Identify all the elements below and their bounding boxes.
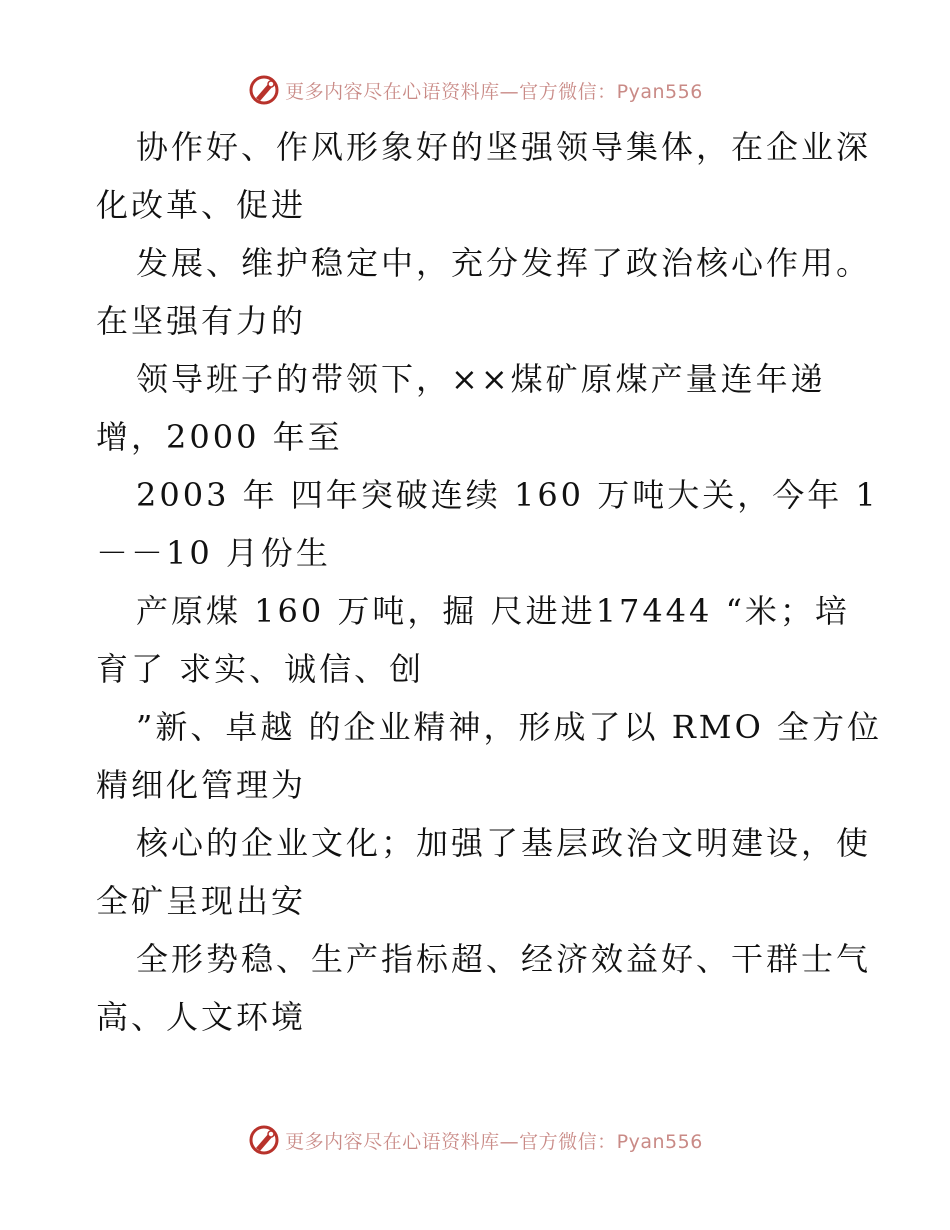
text-line: 增，2000 年至 [96, 418, 343, 456]
text-line: 精细化管理为 [96, 766, 307, 804]
pen-logo-icon [247, 1123, 281, 1157]
text-line: 协作好、作风形象好的坚强领导集体，在企业深 [136, 128, 872, 166]
watermark-text: 更多内容尽在心语资料库—官方微信：Pyan556 [285, 80, 703, 103]
watermark-text: 更多内容尽在心语资料库—官方微信：Pyan556 [285, 1130, 703, 1153]
text-line: 产原煤 160 万吨，掘 尺进进17444 “米；培 [136, 592, 850, 630]
text-line: 全形势稳、生产指标超、经济效益好、干群士气 [136, 940, 872, 978]
footer-watermark [0, 1120, 950, 1160]
text-line: 化改革、促进 [96, 186, 307, 224]
text-line: 高、人文环境 [96, 998, 307, 1036]
text-line: 发展、维护稳定中，充分发挥了政治核心作用。 [136, 244, 872, 282]
header-watermark [0, 70, 950, 110]
document-body [96, 118, 882, 1046]
text-line: 在坚强有力的 [96, 302, 307, 340]
text-line: ”新、卓越 的企业精神，形成了以 RMO 全方位 [136, 708, 882, 746]
text-line: 2003 年 四年突破连续 160 万吨大关，今年 1 [136, 476, 879, 514]
text-line: 全矿呈现出安 [96, 882, 307, 920]
pen-logo-icon [247, 73, 281, 107]
text-line: 领导班子的带领下，××煤矿原煤产量连年递 [136, 360, 826, 398]
text-line: 育了 求实、诚信、创 [96, 650, 425, 688]
text-line: 核心的企业文化；加强了基层政治文明建设，使 [136, 824, 872, 862]
text-line: －－10 月份生 [96, 534, 331, 572]
